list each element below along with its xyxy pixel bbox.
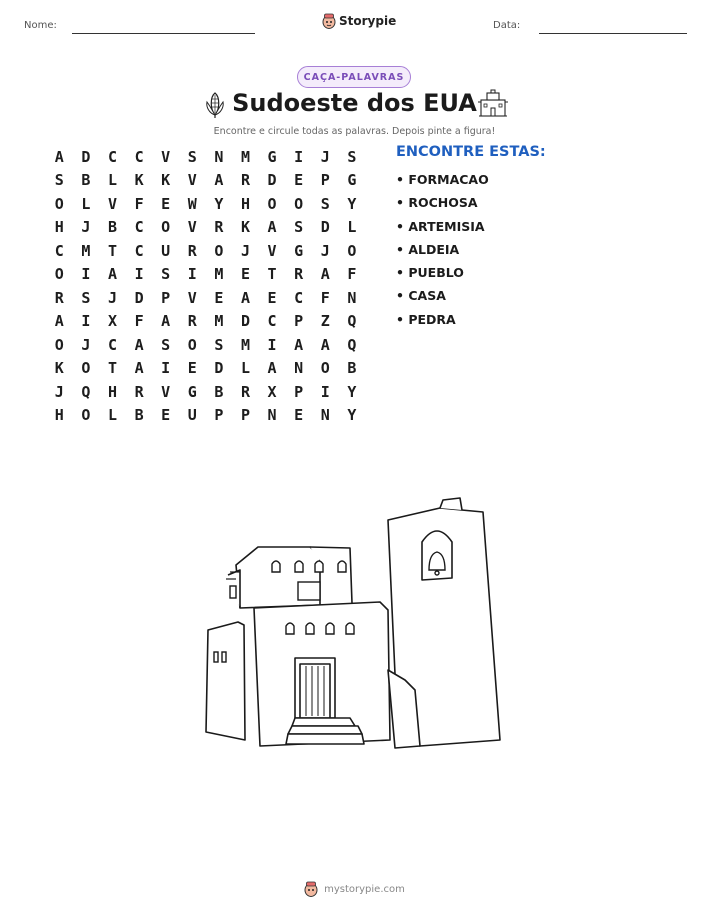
grid-letter[interactable]: W	[187, 194, 197, 213]
grid-letter[interactable]: V	[187, 218, 197, 237]
grid-letter[interactable]: R	[240, 382, 250, 401]
brand-name: Storypie	[339, 14, 397, 28]
grid-letter[interactable]: C	[267, 312, 277, 331]
grid-letter[interactable]: O	[81, 406, 91, 425]
grid-letter[interactable]: I	[294, 147, 304, 166]
footer	[0, 881, 709, 897]
grid-letter[interactable]: F	[347, 265, 357, 284]
grid-letter[interactable]: S	[347, 147, 357, 166]
grid-letter[interactable]: O	[267, 194, 277, 213]
grid-row	[46, 380, 365, 404]
grid-letter[interactable]: K	[134, 171, 144, 190]
footer-site: mystorypie.com	[324, 883, 405, 895]
grid-letter[interactable]: R	[294, 265, 304, 284]
grid-letter[interactable]: I	[161, 359, 171, 378]
grid-letter[interactable]: J	[320, 147, 330, 166]
grid-letter[interactable]: G	[347, 171, 357, 190]
grid-letter[interactable]: B	[347, 359, 357, 378]
grid-letter[interactable]: B	[134, 406, 144, 425]
grid-letter[interactable]: H	[54, 218, 64, 237]
grid-letter[interactable]: L	[81, 194, 91, 213]
grid-letter[interactable]: N	[267, 406, 277, 425]
grid-row	[46, 169, 365, 193]
word-list-title: ENCONTRE ESTAS:	[396, 144, 546, 160]
grid-letter[interactable]: V	[161, 147, 171, 166]
grid-letter[interactable]: Z	[320, 312, 330, 331]
grid-letter[interactable]: O	[294, 194, 304, 213]
name-label: Nome:	[24, 20, 57, 31]
grid-letter[interactable]: Y	[347, 194, 357, 213]
grid-letter[interactable]: B	[214, 382, 224, 401]
grid-letter[interactable]: O	[81, 359, 91, 378]
grid-letter[interactable]: A	[54, 312, 64, 331]
grid-letter[interactable]: S	[54, 171, 64, 190]
grid-letter[interactable]: U	[161, 241, 171, 260]
grid-letter[interactable]: C	[54, 241, 64, 260]
grid-letter[interactable]: Q	[347, 312, 357, 331]
grid-letter[interactable]: I	[134, 265, 144, 284]
word-list-item: • PEDRA	[396, 311, 456, 327]
grid-letter[interactable]: V	[107, 194, 117, 213]
grid-letter[interactable]: A	[134, 335, 144, 354]
grid-letter[interactable]: P	[161, 288, 171, 307]
grid-letter[interactable]: N	[320, 406, 330, 425]
grid-letter[interactable]: A	[54, 147, 64, 166]
grid-letter[interactable]: S	[294, 218, 304, 237]
word-list-item: • FORMACAO	[396, 172, 489, 187]
date-label: Data:	[493, 20, 521, 31]
grid-letter[interactable]: S	[161, 265, 171, 284]
grid-row	[46, 145, 365, 169]
adobe-mission-building-illustration	[200, 490, 520, 760]
grid-row	[46, 192, 365, 216]
grid-letter[interactable]: V	[187, 288, 197, 307]
grid-letter[interactable]: L	[347, 218, 357, 237]
grid-letter[interactable]: N	[294, 359, 304, 378]
grid-letter[interactable]: S	[81, 288, 91, 307]
grid-letter[interactable]: N	[214, 147, 224, 166]
grid-letter[interactable]: H	[240, 194, 250, 213]
grid-letter[interactable]: E	[214, 288, 224, 307]
grid-letter[interactable]: O	[347, 241, 357, 260]
grid-letter[interactable]: A	[267, 218, 277, 237]
grid-letter[interactable]: R	[187, 312, 197, 331]
grid-letter[interactable]: C	[294, 288, 304, 307]
grid-letter[interactable]: O	[54, 194, 64, 213]
grid-letter[interactable]: V	[187, 171, 197, 190]
grid-letter[interactable]: C	[107, 147, 117, 166]
grid-letter[interactable]: M	[214, 312, 224, 331]
grid-letter[interactable]: E	[267, 288, 277, 307]
instructions: Encontre e circule todas as palavras. Depois pinte a figura!	[213, 126, 496, 137]
grid-letter[interactable]: A	[267, 359, 277, 378]
grid-letter[interactable]: O	[214, 241, 224, 260]
grid-letter[interactable]: R	[240, 171, 250, 190]
grid-letter[interactable]: I	[320, 382, 330, 401]
grid-letter[interactable]: A	[134, 359, 144, 378]
grid-letter[interactable]: C	[134, 218, 144, 237]
grid-letter[interactable]: I	[267, 335, 277, 354]
grid-letter[interactable]: C	[134, 147, 144, 166]
grid-letter[interactable]: M	[240, 335, 250, 354]
grid-letter[interactable]: T	[267, 265, 277, 284]
grid-letter[interactable]: L	[240, 359, 250, 378]
grid-letter[interactable]: M	[240, 147, 250, 166]
grid-letter[interactable]: A	[107, 265, 117, 284]
grid-letter[interactable]: O	[320, 359, 330, 378]
grid-letter[interactable]: S	[320, 194, 330, 213]
grid-letter[interactable]: A	[320, 335, 330, 354]
grid-letter[interactable]: M	[81, 241, 91, 260]
word-list	[396, 172, 489, 335]
grid-letter[interactable]: P	[294, 382, 304, 401]
grid-letter[interactable]: A	[161, 312, 171, 331]
grid-letter[interactable]: B	[107, 218, 117, 237]
grid-letter[interactable]: A	[240, 288, 250, 307]
name-field-line	[72, 33, 255, 34]
grid-letter[interactable]: O	[187, 335, 197, 354]
grid-letter[interactable]: R	[54, 288, 64, 307]
grid-letter[interactable]: D	[214, 359, 224, 378]
grid-letter[interactable]: R	[134, 382, 144, 401]
word-list-item: • PUEBLO	[396, 265, 464, 281]
storypie-logo-icon	[322, 13, 336, 29]
grid-letter[interactable]: B	[81, 171, 91, 190]
grid-row	[46, 357, 365, 381]
word-list-item: • ALDEIA	[396, 241, 460, 257]
grid-letter[interactable]: E	[240, 265, 250, 284]
grid-letter[interactable]: C	[107, 335, 117, 354]
grid-row	[46, 216, 365, 240]
grid-letter[interactable]: E	[161, 194, 171, 213]
grid-letter[interactable]: A	[214, 171, 224, 190]
grid-letter[interactable]: H	[107, 382, 117, 401]
grid-letter[interactable]: J	[320, 241, 330, 260]
worksheet-type-badge: CAÇA-PALAVRAS	[297, 66, 411, 88]
grid-letter[interactable]: T	[107, 241, 117, 260]
grid-letter[interactable]: G	[294, 241, 304, 260]
grid-letter[interactable]: D	[134, 288, 144, 307]
grid-letter[interactable]: F	[134, 312, 144, 331]
grid-letter[interactable]: Q	[81, 382, 91, 401]
grid-letter[interactable]: K	[240, 218, 250, 237]
grid-letter[interactable]: P	[240, 406, 250, 425]
grid-letter[interactable]: J	[81, 218, 91, 237]
grid-letter[interactable]: S	[161, 335, 171, 354]
word-list-item: • CASA	[396, 288, 446, 304]
grid-row	[46, 263, 365, 287]
grid-letter[interactable]: I	[81, 312, 91, 331]
grid-letter[interactable]: D	[267, 171, 277, 190]
page-title: Sudoeste dos EUA	[232, 89, 477, 117]
grid-letter[interactable]: S	[214, 335, 224, 354]
word-search-grid	[46, 145, 365, 427]
grid-letter[interactable]: K	[161, 171, 171, 190]
grid-letter[interactable]: M	[214, 265, 224, 284]
grid-letter[interactable]: O	[54, 265, 64, 284]
grid-row	[46, 404, 365, 428]
grid-letter[interactable]: Q	[347, 335, 357, 354]
grid-letter[interactable]: P	[294, 312, 304, 331]
grid-letter[interactable]: I	[81, 265, 91, 284]
grid-letter[interactable]: D	[81, 147, 91, 166]
grid-letter[interactable]: F	[134, 194, 144, 213]
grid-letter[interactable]: E	[187, 359, 197, 378]
storypie-footer-logo-icon	[304, 881, 318, 897]
grid-letter[interactable]: J	[107, 288, 117, 307]
grid-row	[46, 239, 365, 263]
grid-letter[interactable]: V	[267, 241, 277, 260]
grid-letter[interactable]: E	[294, 406, 304, 425]
grid-letter[interactable]: U	[187, 406, 197, 425]
grid-letter[interactable]: O	[54, 335, 64, 354]
grid-letter[interactable]: R	[214, 218, 224, 237]
grid-letter[interactable]: G	[267, 147, 277, 166]
date-field-line	[539, 33, 687, 34]
word-list-item: • ARTEMISIA	[396, 218, 485, 234]
grid-letter[interactable]: E	[294, 171, 304, 190]
grid-row	[46, 310, 365, 334]
grid-letter[interactable]: Y	[347, 406, 357, 425]
grid-letter[interactable]: S	[187, 147, 197, 166]
grid-letter[interactable]: A	[294, 335, 304, 354]
grid-letter[interactable]: R	[187, 241, 197, 260]
grid-letter[interactable]: X	[107, 312, 117, 331]
grid-letter[interactable]: H	[54, 406, 64, 425]
grid-letter[interactable]: L	[107, 406, 117, 425]
grid-letter[interactable]: D	[240, 312, 250, 331]
grid-letter[interactable]: I	[187, 265, 197, 284]
grid-letter[interactable]: Y	[347, 382, 357, 401]
grid-letter[interactable]: D	[320, 218, 330, 237]
grid-letter[interactable]: F	[320, 288, 330, 307]
grid-letter[interactable]: C	[134, 241, 144, 260]
grid-letter[interactable]: N	[347, 288, 357, 307]
grid-letter[interactable]: A	[320, 265, 330, 284]
grid-row	[46, 333, 365, 357]
word-list-item: • ROCHOSA	[396, 195, 478, 211]
brand-header	[322, 13, 396, 29]
grid-letter[interactable]: K	[54, 359, 64, 378]
grid-letter[interactable]: J	[81, 335, 91, 354]
grid-letter[interactable]: G	[187, 382, 197, 401]
grid-letter[interactable]: L	[107, 171, 117, 190]
grid-letter[interactable]: X	[267, 382, 277, 401]
grid-letter[interactable]: J	[240, 241, 250, 260]
grid-letter[interactable]: P	[320, 171, 330, 190]
grid-letter[interactable]: T	[107, 359, 117, 378]
grid-letter[interactable]: Y	[214, 194, 224, 213]
grid-letter[interactable]: P	[214, 406, 224, 425]
grid-letter[interactable]: V	[161, 382, 171, 401]
grid-letter[interactable]: O	[161, 218, 171, 237]
grid-letter[interactable]: J	[54, 382, 64, 401]
grid-letter[interactable]: E	[161, 406, 171, 425]
grid-row	[46, 286, 365, 310]
